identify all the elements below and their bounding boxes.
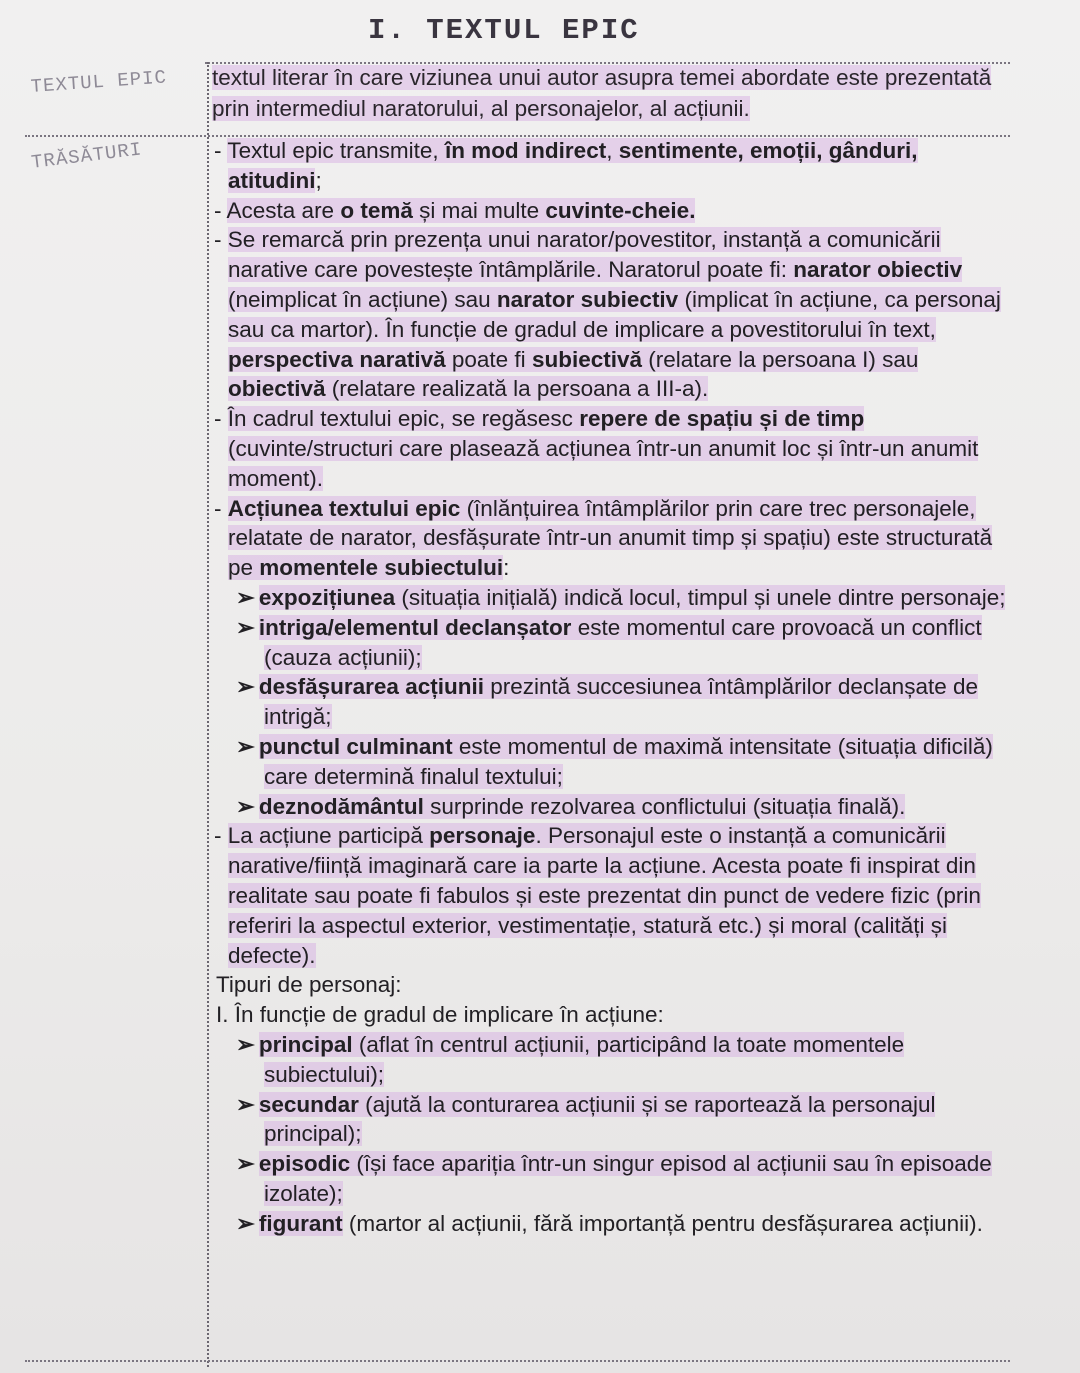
- moment-item: [212, 613, 1012, 673]
- feature-keyword: sentimente, emoții, gânduri, atitudini: [228, 138, 918, 193]
- definition-text: [212, 62, 1012, 124]
- character-type-item: [212, 1030, 1012, 1090]
- feature-text: Textul epic transmite,: [227, 138, 445, 163]
- feature-text: Se remarcă prin prezența unui narator/povestitor, instanță a comunicării narative care povestește întâmplările. Naratorul poate fi:: [227, 227, 941, 283]
- character-type-item: [212, 1209, 1012, 1239]
- feature-text: La acțiune participă: [227, 823, 430, 849]
- feature-keyword: repere de spațiu și de timp: [579, 406, 865, 432]
- arrow-bullet-icon: ➢: [236, 614, 255, 640]
- character-type-text: (aflat în centrul acțiunii, participând la toate momentele subiectului);: [264, 1031, 905, 1087]
- definition-body: textul literar în care viziunea unui autor asupra temei abordate este prezentată prin intermediul naratorului, al personajelor, al acțiunii.: [212, 65, 992, 121]
- moment-text: (situația inițială) indică locul, timpul și unele dintre personaje;: [395, 584, 1006, 610]
- feature-item: - Acțiunea textului epic (înlănțuirea întâmplărilor prin care trec personajele, relatate de narator, desfășurate într-un anumit timp și spațiu) este structurată pe momentele subiectului:: [214, 495, 993, 581]
- feature-text: ;: [315, 167, 322, 193]
- moment-text: surprinde rezolvarea conflictului (situația finală).: [423, 793, 906, 819]
- feature-keyword: Acțiunea textului epic: [227, 495, 461, 521]
- feature-item: - În cadrul textului epic, se regăsesc repere de spațiu și de timp (cuvinte/structuri care plasează acțiunea într-un anumit loc și într-un anumit moment).: [214, 406, 979, 491]
- arrow-bullet-icon: ➢: [236, 1210, 255, 1236]
- column-divider: [207, 62, 209, 1367]
- moment-term: punctul culminant: [258, 733, 453, 759]
- moment-item: [212, 732, 1012, 792]
- arrow-bullet-icon: ➢: [236, 674, 255, 700]
- arrow-bullet-icon: ➢: [236, 1031, 255, 1057]
- feature-keyword: narator obiectiv: [793, 257, 963, 283]
- label-trasaturi: TRĂSĂTURI: [30, 138, 144, 174]
- feature-text: (implicat în acțiune, ca personaj sau ca martor). În funcție de gradul de implicare a povestitorului în text,: [228, 286, 1001, 342]
- feature-keyword: o temă: [340, 197, 413, 223]
- moment-item: [212, 792, 1012, 822]
- feature-keyword: narator subiectiv: [496, 286, 679, 312]
- moment-text: este momentul care provoacă un conflict (cauza acțiunii);: [264, 614, 982, 670]
- feature-text: ,: [606, 138, 619, 163]
- character-type-item: [212, 1149, 1012, 1209]
- feature-item: - Se remarcă prin prezența unui narator/povestitor, instanță a comunicării narative care povestește întâmplările. Naratorul poate fi: narator obiectiv (neimplicat în acțiune) sau narator subiectiv (implicat în acțiune, ca personaj sau ca martor). În funcție de gradul de implicare a povestitorului în text, perspectiva narativă poate fi subiectivă (relatare la persoana I) sau obiectivă (relatare realizată la persoana a III-a).: [214, 227, 1001, 402]
- moment-item: [212, 672, 1012, 732]
- features-content: [212, 136, 1012, 1238]
- feature-text: (cuvinte/structuri care plasează acțiunea într-un anumit loc și într-un anumit moment).: [228, 435, 979, 491]
- feature-keyword: în mod indirect: [444, 138, 607, 163]
- feature-text: Acesta are: [226, 197, 341, 223]
- moment-item: [212, 583, 1012, 613]
- feature-keyword: cuvinte-cheie.: [545, 197, 696, 223]
- feature-item: - Acesta are o temă și mai multe cuvinte-cheie.: [214, 197, 696, 223]
- feature-text: (neimplicat în acțiune) sau: [228, 286, 497, 312]
- feature-keyword: personaje: [429, 823, 536, 849]
- page-title: I. TEXTUL EPIC: [368, 14, 640, 47]
- arrow-bullet-icon: ➢: [236, 733, 255, 759]
- arrow-bullet-icon: ➢: [236, 584, 255, 610]
- character-types-title: Tipuri de personaj:: [216, 972, 402, 998]
- feature-text: (relatare la persoana I) sau: [642, 346, 919, 372]
- feature-text: (înlănțuirea întâmplărilor prin care trec personajele, relatate de narator, desfășurate într-un anumit timp și spațiu) este structurată pe: [228, 495, 993, 581]
- character-type-term: principal: [258, 1031, 353, 1057]
- feature-text: În cadrul textului epic, se regăsesc: [227, 406, 580, 432]
- feature-text: . Personajul este o instanță a comunicării narative/ființă imaginară care ia parte la acțiune. Acesta poate fi inspirat din realitate sau poate fi fabulos și este prezentat din punct de vedere fizic (prin referiri la aspectul exterior, vestimentație, statură etc.) și moral (calități și defecte).: [228, 823, 981, 968]
- moment-term: desfășurarea acțiunii: [258, 674, 484, 700]
- moment-term: expozițiunea: [258, 584, 396, 610]
- arrow-bullet-icon: ➢: [236, 1091, 255, 1117]
- feature-text: (relatare realizată la persoana a III-a).: [325, 376, 709, 402]
- arrow-bullet-icon: ➢: [236, 793, 255, 819]
- feature-keyword: perspectiva narativă: [228, 346, 446, 372]
- feature-item: - Textul epic transmite, în mod indirect, sentimente, emoții, gânduri, atitudini;: [214, 138, 918, 193]
- feature-text: poate fi: [445, 346, 532, 372]
- character-type-text: (martor al acțiunii, fără importanță pentru desfășurarea acțiunii).: [342, 1210, 983, 1236]
- label-textul-epic: TEXTUL EPIC: [30, 66, 168, 98]
- moment-text: prezintă succesiunea întâmplărilor declanșate de intrigă;: [264, 674, 979, 730]
- character-types-subtitle: I. În funcție de gradul de implicare în acțiune:: [216, 1002, 664, 1028]
- feature-keyword: momentele subiectului: [259, 555, 504, 581]
- feature-item-characters: - La acțiune participă personaje. Personajul este o instanță a comunicării narative/ființă imaginară care ia parte la acțiune. Acesta poate fi inspirat din realitate sau poate fi fabulos și este prezentat din punct de vedere fizic (prin referiri la aspectul exterior, vestimentație, statură etc.) și moral (calități și defecte).: [214, 823, 981, 968]
- character-type-text: (își face apariția într-un singur episod al acțiunii sau în episoade izolate);: [264, 1151, 992, 1206]
- character-type-text: (ajută la conturarea acțiunii și se raportează la personajul principal);: [264, 1091, 936, 1147]
- character-type-term: episodic: [258, 1151, 351, 1177]
- feature-keyword: obiectivă: [228, 376, 326, 402]
- feature-keyword: subiectivă: [531, 346, 642, 372]
- character-type-term: figurant: [258, 1210, 343, 1236]
- moment-text: este momentul de maximă intensitate (situația dificilă) care determină finalul textului;: [264, 733, 993, 789]
- character-type-item: [212, 1090, 1012, 1150]
- arrow-bullet-icon: ➢: [236, 1151, 255, 1177]
- feature-text: :: [503, 555, 510, 581]
- bottom-divider: [25, 1360, 1010, 1362]
- moment-term: intriga/elementul declanșator: [258, 614, 572, 640]
- character-type-term: secundar: [258, 1091, 359, 1117]
- moment-term: deznodământul: [258, 793, 424, 819]
- feature-text: și mai multe: [412, 197, 546, 223]
